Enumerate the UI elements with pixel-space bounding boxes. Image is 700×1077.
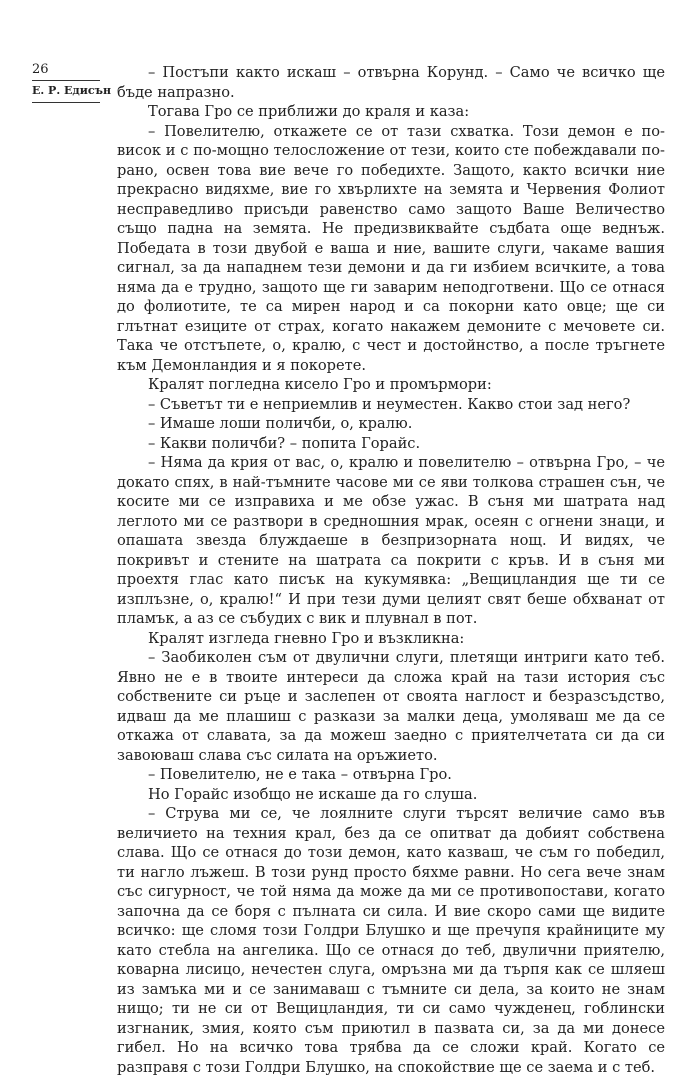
paragraph: – Заобиколен съм от двулични слуги, плетящи интриги като теб. Явно не е в твоите интереси да сложа край на тази история със собствените си ръце и заслепен от своята наглост и безразсъдство, идваш да ме плашиш с разкази за малки деца, умоляваш ме да се откажа от славата, за да можеш заедно с приятелчетата си да си завоюваш слава със силата на оръжието. xyxy=(117,649,665,764)
paragraph: – Имаше лоши поличби, о, кралю. xyxy=(148,415,413,432)
paragraph: – Какви поличби? – попита Горайс. xyxy=(148,434,421,452)
paragraph: – Постъпи както искаш – отвърна Корунд. – Само че всичко ще бъде напразно. xyxy=(117,64,665,101)
paragraph: – Повелителю, откажете се от тази схватка. Този демон е по-висок и с по-мощно телосложение от тези, които сте побеждавали по-рано, освен това вие вече го победихте. Защото, както всички ние прекрасно видяхме, вие го хвърлихте на земята и Червения Фолиот несправедливо присъди равенство само защото Ваше Величество също падна на земята. Не предизвиквайте съдбата още веднъж. Победата в този двубой е ваша и ние, вашите слуги, чакаме вашия сигнал, за да нападнем тези демони и да ги избием всичките, а това няма да е трудно, защото ще ги заварим неподготвени. Що се отнася до фолиотите, те са мирен народ и са покорни като овце; ще си глътнат езиците от страх, когато накажем демоните с мечовете си. Така че отстъпете, о, кралю, с чест и достойнство, а после тръгнете към Демонландия и я покорете. xyxy=(117,122,665,374)
paragraph: Кралят погледна кисело Гро и промърмори: xyxy=(148,376,492,393)
paragraph: – Повелителю, не е така – отвърна Гро. xyxy=(148,766,452,783)
paragraph: – Няма да крия от вас, о, кралю и повелителю – отвърна Гро, – че докато спях, в най-тъмните часове ми се яви толкова страшен сън, че косите ми се изправиха и ме обзе ужас. В съня ми шатрата над леглото ми се разтвори в средношния мрак, осеян с огнени знаци, и опашата звезда блуждаеше в безпризорната нощ. И видях, че покривът и стените на шатрата са покрити с кръв. И в съня ми проехтя глас като писък на кукумявка: „Вещицландия ще ти се изплъзне, о, кралю!“ И при тези думи целият свят беше обхванат от пламък, а аз се събудих с вик и плувнал в пот. xyxy=(117,454,665,627)
running-head-author: Е. Р. Едисън xyxy=(32,84,112,97)
page-number: 26 xyxy=(32,62,49,77)
paragraph: Но Горайс изобщо не искаше да го слуша. xyxy=(148,785,478,803)
paragraph: Кралят изгледа гневно Гро и възкликна: xyxy=(148,629,465,647)
header-rule-top xyxy=(32,80,100,81)
paragraph: Тогава Гро се приближи до краля и каза: xyxy=(148,103,470,120)
paragraph: – Съветът ти е неприемлив и неуместен. Какво стои зад него? xyxy=(148,395,631,413)
paragraph: – Струва ми се, че лоялните слуги търсят величие само във величието на техния крал, без да се опитват да добият собствена слава. Що се отнася до този демон, като казваш, че съм го победил, ти нагло лъжеш. В този рунд просто бяхме равни. Но сега вече знам със сигурност, че той няма да може да ми се противопостави, когато започна да се боря с пълната си сила. И вие скоро сами ще видите всичко: ще сломя този Голдри Блушко и ще пречупя крайниците му като стебла на ангелика. Що се отнася до теб, двулични приятелю, коварна лисицо, нечестен слуга, омръзна ми да търпя как се шляеш из замъка ми и се занимаваш с тъмните си дела, за които не знам нищо; ти не си от Вещицландия, ти си само чужденец, гоблински изгнаник, змия, която съм приютил в пазвата си, за да ми донесе гибел. Но на всичко това трябва да се сложи край. Когато се разправя с този Голдри Блушко, на спокойствие ще се заема и с теб. xyxy=(117,805,665,1076)
body-text xyxy=(117,63,665,1077)
header-rule-bottom xyxy=(32,102,100,103)
